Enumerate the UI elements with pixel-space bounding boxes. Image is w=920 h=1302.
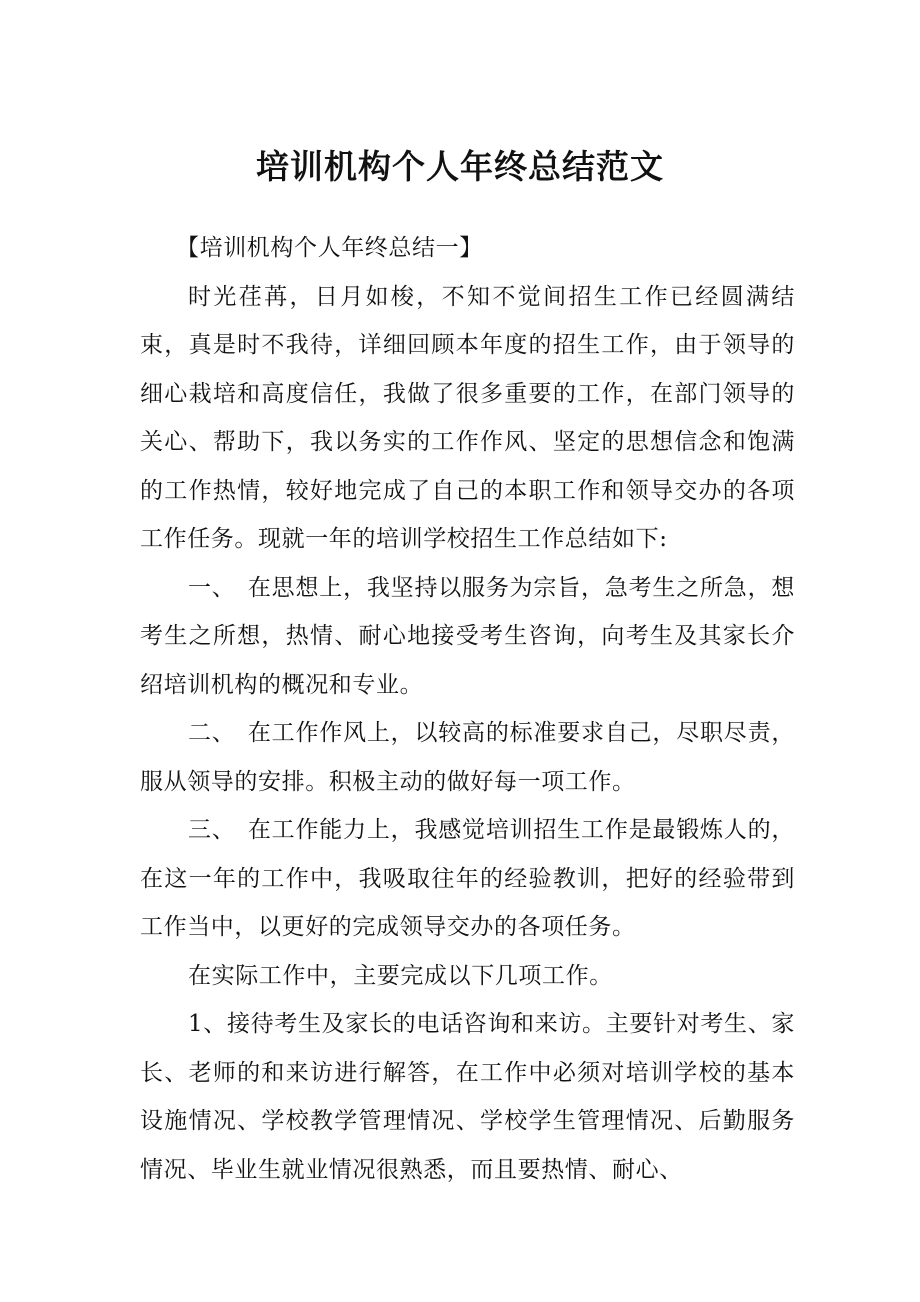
- document-title: 培训机构个人年终总结范文: [256, 147, 664, 186]
- paragraph-task-1: 1、接待考生及家长的电话咨询和来访。主要针对考生、家长、老师的和来访进行解答，在工作中必须对培训学校的基本设施情况、学校教学管理情况、学校学生管理情况、后勤服务情况、毕业生就业情况很熟悉，而且要热情、耐心、: [140, 1011, 795, 1183]
- section-heading: 【培训机构个人年终总结一】: [176, 235, 483, 261]
- document-body: [140, 224, 795, 1194]
- paragraph-intro: 时光荏苒，日月如梭，不知不觉间招生工作已经圆满结束，真是时不我待，详细回顾本年度的招生工作，由于领导的细心栽培和高度信任，我做了很多重要的工作，在部门领导的关心、帮助下，我以务实的工作作风、坚定的思想信念和饱满的工作热情，较好地完成了自己的本职工作和领导交办的各项工作任务。现就一年的培训学校招生工作总结如下:: [140, 283, 795, 552]
- paragraph-point-3: 三、 在工作能力上，我感觉培训招生工作是最锻炼人的，在这一年的工作中，我吸取往年的经验教训，把好的经验带到工作当中，以更好的完成领导交办的各项任务。: [140, 817, 795, 940]
- paragraph-point-2: 二、 在工作作风上，以较高的标准要求自己，尽职尽责，服从领导的安排。积极主动的做好每一项工作。: [140, 720, 795, 795]
- paragraph-point-1: 一、 在思想上，我坚持以服务为宗旨，急考生之所急，想考生之所想，热情、耐心地接受考生咨询，向考生及其家长介绍培训机构的概况和专业。: [140, 574, 795, 698]
- paragraph-tasks-intro: 在实际工作中，主要完成以下几项工作。: [188, 962, 613, 989]
